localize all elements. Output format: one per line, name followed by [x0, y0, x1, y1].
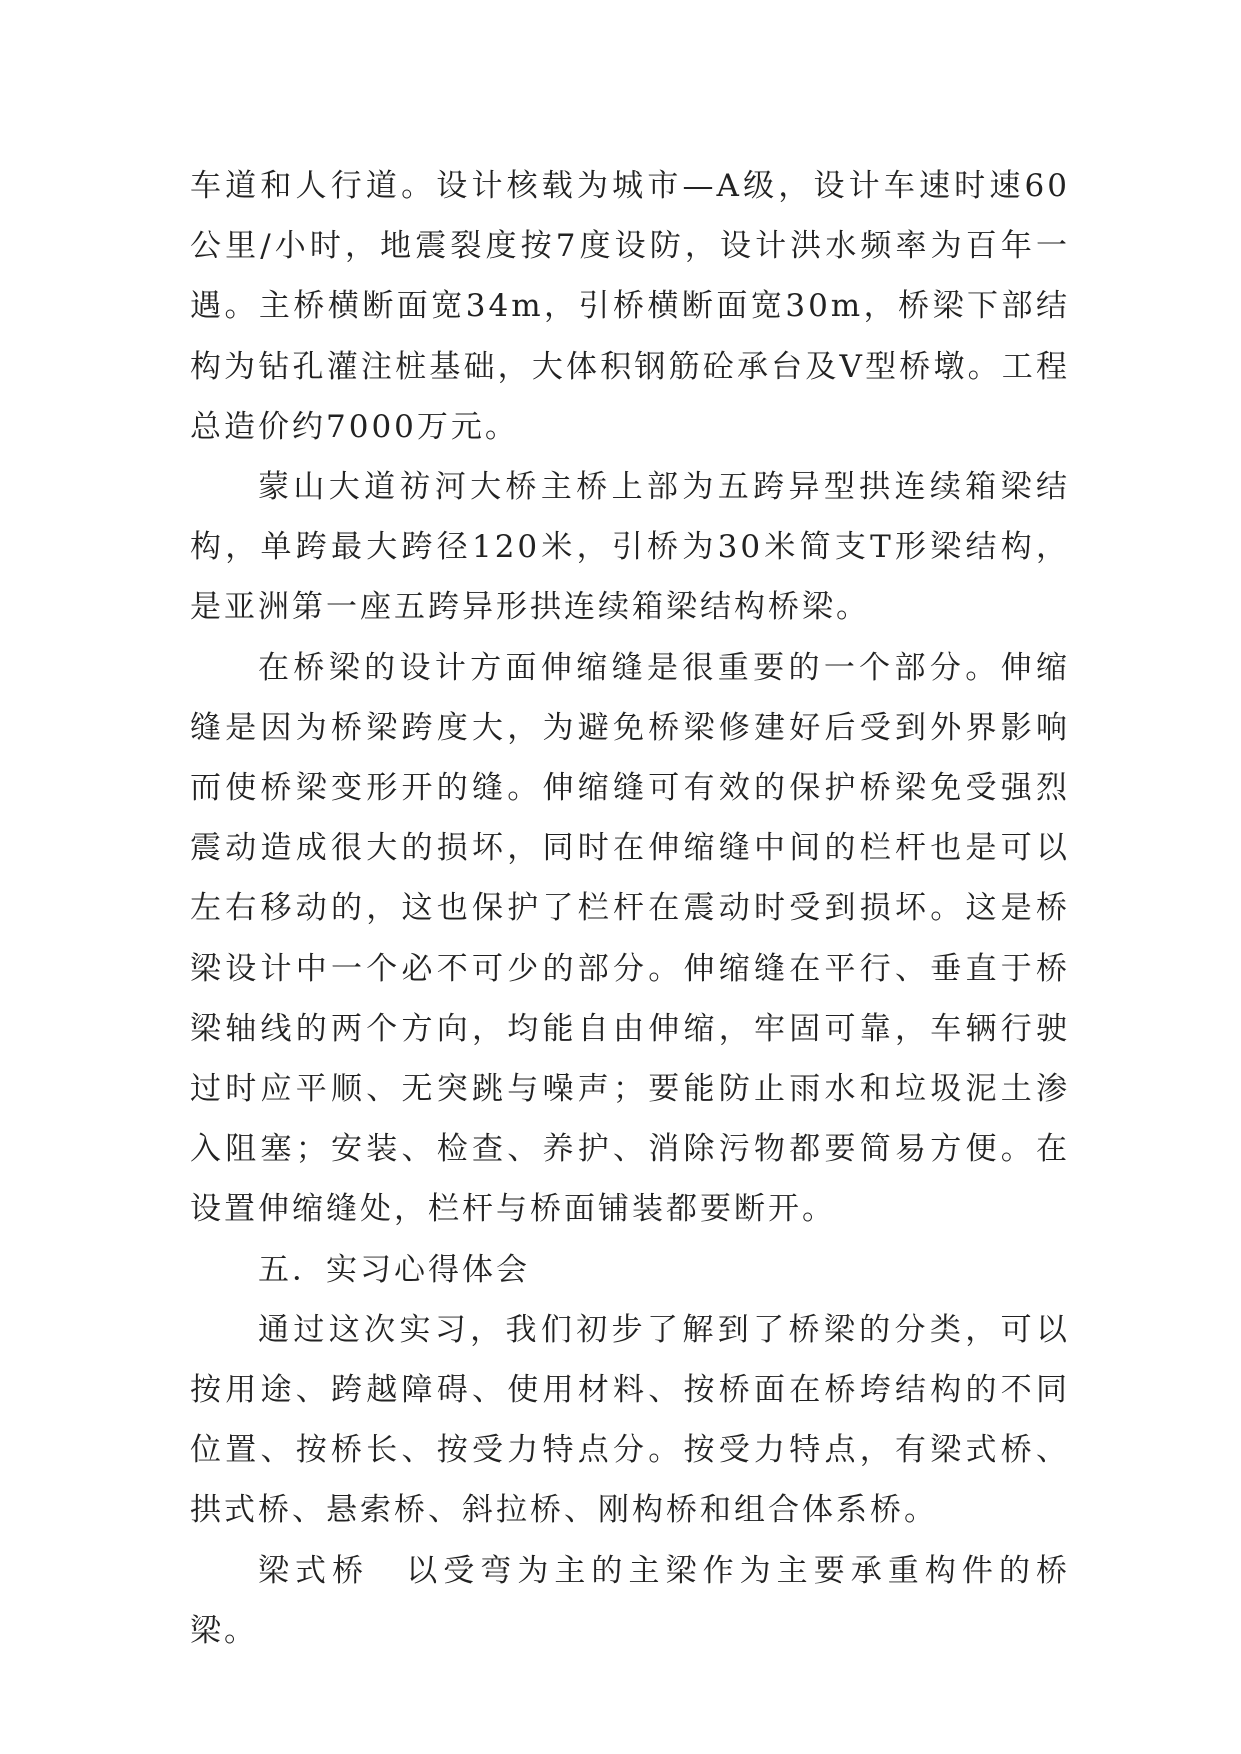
- document-body: [190, 156, 1070, 1661]
- paragraph-internship-reflection: 通过这次实习，我们初步了解到了桥梁的分类，可以按用途、跨越障碍、使用材料、按桥面在桥垮结构的不同位置、按桥长、按受力特点分。按受力特点，有梁式桥、拱式桥、悬索桥、斜拉桥、刚构桥和组合体系桥。: [190, 1311, 1070, 1529]
- paragraph-main-bridge: 蒙山大道祊河大桥主桥上部为五跨异型拱连续箱梁结构，单跨最大跨径120米，引桥为30米简支T形梁结构，是亚洲第一座五跨异形拱连续箱梁结构桥梁。: [190, 469, 1070, 626]
- section-heading: 五．实习心得体会: [258, 1251, 530, 1288]
- paragraph-beam-bridge: 梁式桥 以受弯为主的主梁作为主要承重构件的桥梁。: [190, 1552, 1070, 1649]
- paragraph-expansion-joint: 在桥梁的设计方面伸缩缝是很重要的一个部分。伸缩缝是因为桥梁跨度大，为避免桥梁修建好后受到外界影响而使桥梁变形开的缝。伸缩缝可有效的保护桥梁免受强烈震动造成很大的损坏，同时在伸缩缝中间的栏杆也是可以左右移动的，这也保护了栏杆在震动时受到损坏。这是桥梁设计中一个必不可少的部分。伸缩缝在平行、垂直于桥梁轴线的两个方向，均能自由伸缩，牢固可靠，车辆行驶过时应平顺、无突跳与噪声；要能防止雨水和垃圾泥土渗入阻塞；安装、检查、养护、消除污物都要简易方便。在设置伸缩缝处，栏杆与桥面铺装都要断开。: [190, 649, 1070, 1228]
- paragraph-design-specs: 车道和人行道。设计核载为城市—A级，设计车速时速60公里/小时，地震裂度按7度设防，设计洪水频率为百年一遇。主桥横断面宽34m，引桥横断面宽30m，桥梁下部结构为钻孔灌注桩基础，大体积钢筋砼承台及V型桥墩。工程总造价约7000万元。: [190, 168, 1070, 445]
